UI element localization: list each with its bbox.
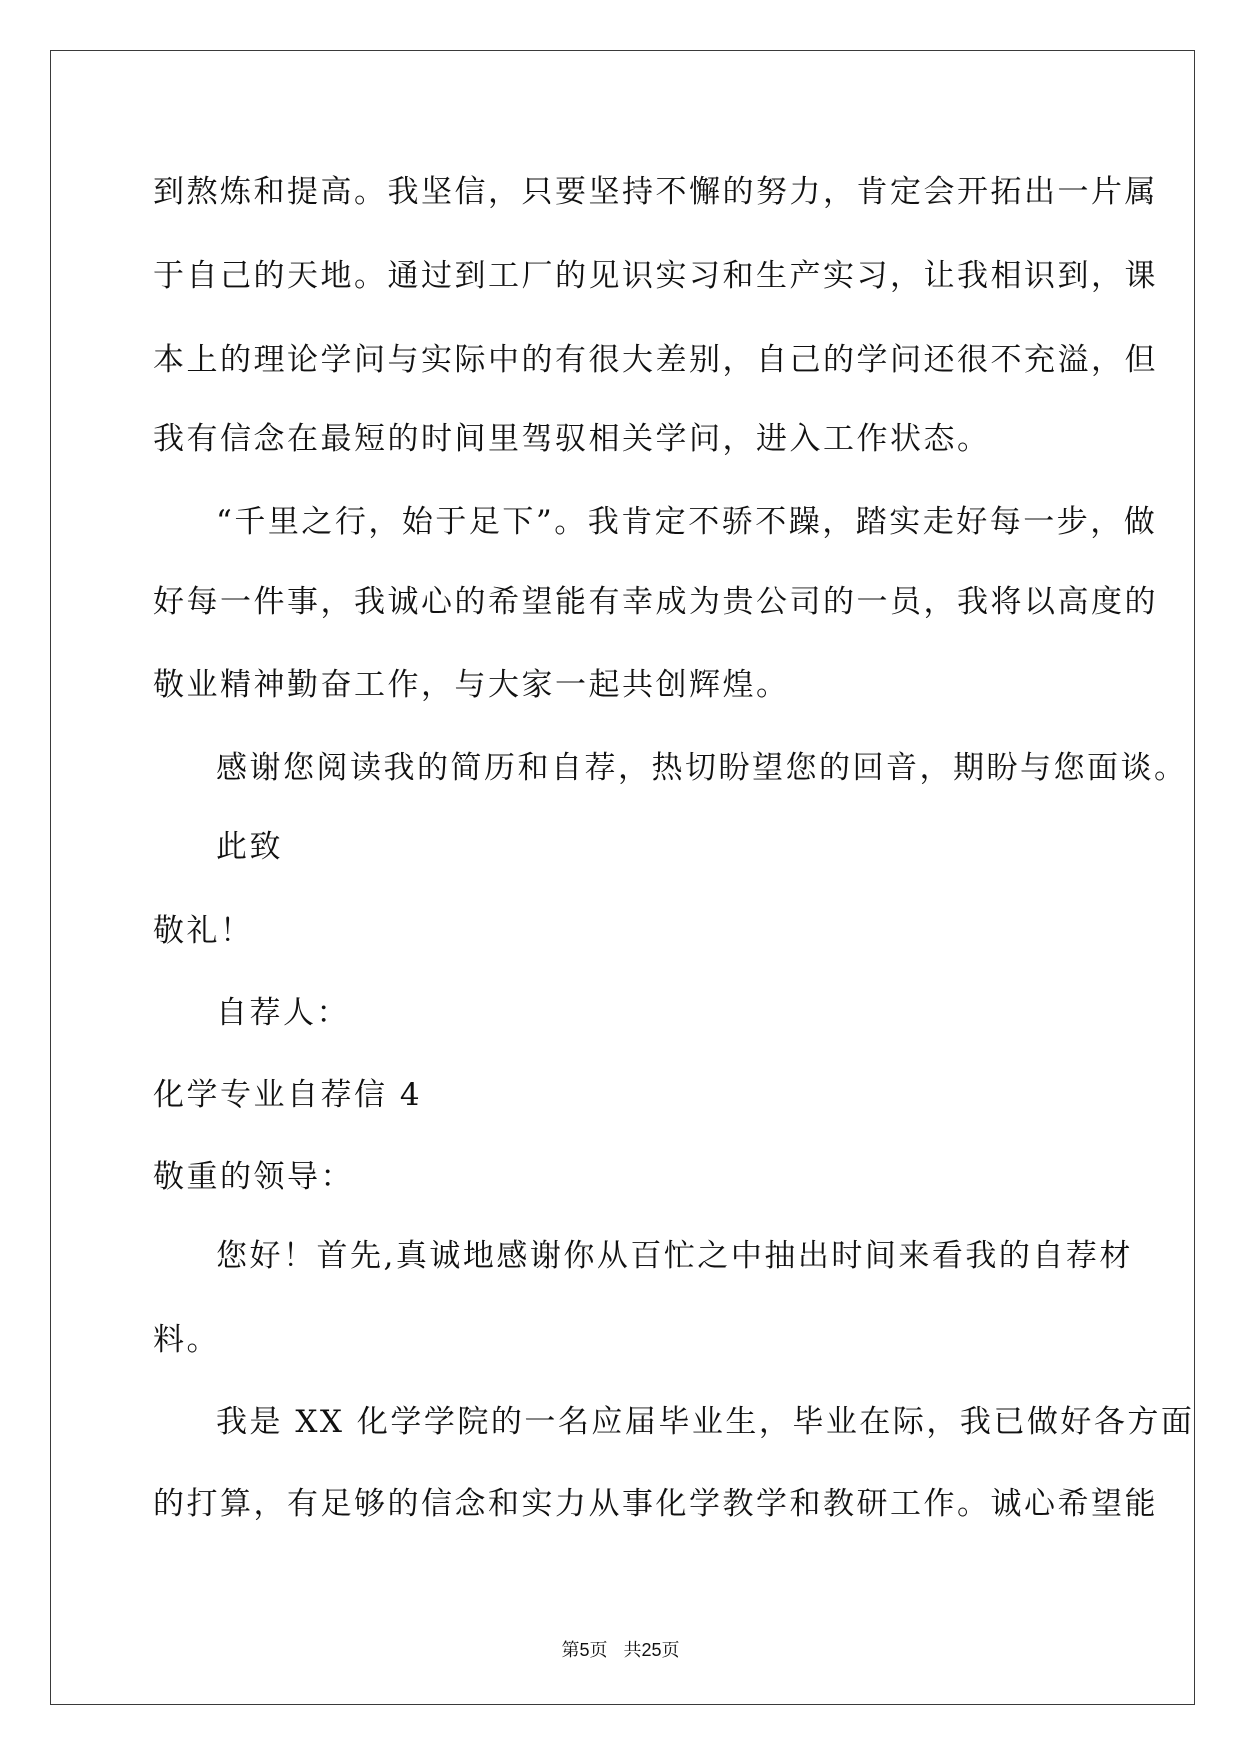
body-line-3: 本上的理论学问与实际中的有很大差别，自己的学问还很不充溢，但 bbox=[153, 342, 1158, 378]
body-line-4: 我有信念在最短的时间里驾驭相关学问，进入工作状态。 bbox=[153, 421, 991, 457]
current-page-number: 5 bbox=[579, 1640, 590, 1660]
page-suffix: 页 bbox=[589, 1640, 608, 1660]
letter-greeting: 敬重的领导： bbox=[153, 1159, 354, 1195]
body-line-12: 的打算，有足够的信念和实力从事化学教学和教研工作。诚心希望能 bbox=[153, 1486, 1158, 1522]
closing-regards: 敬礼！ bbox=[153, 913, 254, 949]
body-line-11: 我是 XX 化学学院的一名应届毕业生，毕业在际，我已做好各方面 bbox=[216, 1404, 1195, 1440]
body-line-2: 于自己的天地。通过到工厂的见识实习和生产实习，让我相识到，课 bbox=[153, 258, 1158, 294]
page-footer bbox=[0, 1638, 1241, 1662]
section-heading: 化学专业自荐信 4 bbox=[153, 1077, 423, 1113]
signature-line: 自荐人： bbox=[216, 995, 350, 1031]
total-page-count: 25 bbox=[641, 1640, 662, 1660]
body-line-8: 感谢您阅读我的简历和自荐，热切盼望您的回音，期盼与您面谈。 bbox=[216, 750, 1188, 786]
body-line-7: 敬业精神勤奋工作，与大家一起共创辉煌。 bbox=[153, 667, 790, 703]
page-prefix: 第 bbox=[561, 1640, 580, 1660]
page-border bbox=[50, 50, 1195, 1705]
closing-salutation: 此致 bbox=[216, 829, 283, 865]
body-line-1: 到熬炼和提高。我坚信，只要坚持不懈的努力，肯定会开拓出一片属 bbox=[153, 174, 1158, 210]
body-line-6: 好每一件事，我诚心的希望能有幸成为贵公司的一员，我将以高度的 bbox=[153, 584, 1158, 620]
body-line-10: 料。 bbox=[153, 1322, 220, 1358]
body-line-5: “千里之行，始于足下”。我肯定不骄不躁，踏实走好每一步，做 bbox=[216, 504, 1158, 540]
total-prefix: 共 bbox=[623, 1640, 642, 1660]
total-suffix: 页 bbox=[661, 1640, 680, 1660]
body-line-9: 您好！首先,真诚地感谢你从百忙之中抽出时间来看我的自荐材 bbox=[216, 1238, 1133, 1274]
